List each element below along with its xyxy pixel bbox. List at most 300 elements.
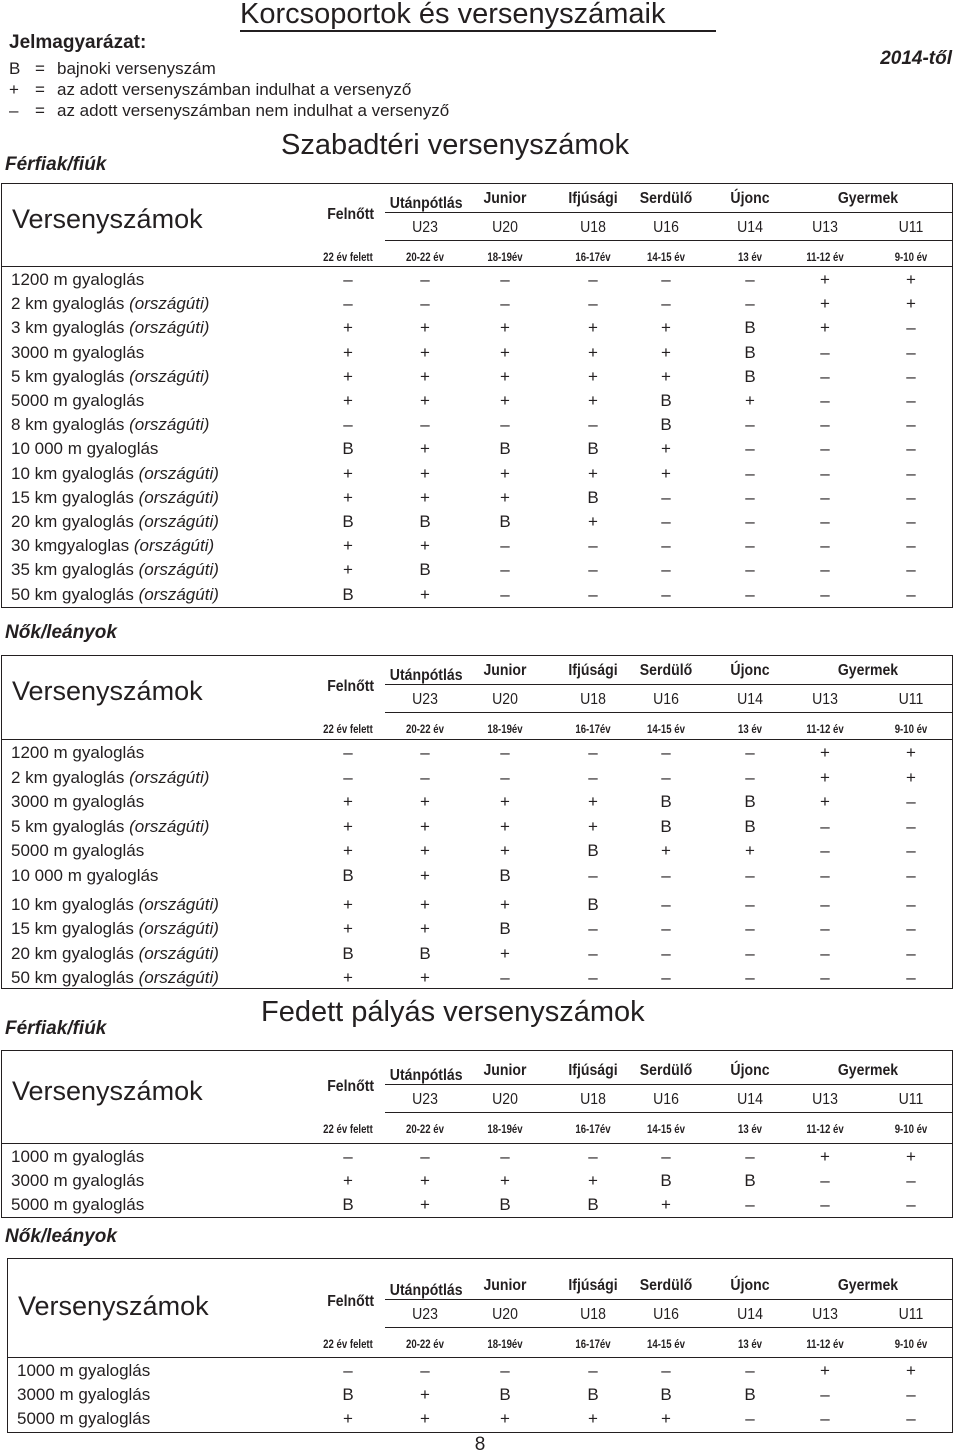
eligibility-cell: B [342,1385,354,1404]
eligibility-cell: – [588,270,598,289]
eligibility-cell: – [661,294,671,314]
event-name: 5000 m gyaloglás [11,1195,145,1214]
eligibility-cell: – [661,743,671,762]
eligibility-cell: – [820,866,830,885]
outdoor-section-title: Szabadtéri versenyszámok [281,129,630,161]
eligibility-cell: B [499,1195,511,1214]
eligibility-cell: – [820,560,830,580]
header-group-4: Újonc [730,1062,770,1079]
eligibility-cell: – [588,1147,598,1166]
event-name: 20 km gyaloglás (országúti) [11,512,219,531]
eligibility-cell: B [660,1171,672,1190]
eligibility-cell: – [820,1385,830,1404]
eligibility-cell: + [343,894,353,914]
eligibility-cell: + [745,841,755,861]
eligibility-cell: – [745,894,755,914]
table-row [2,1169,952,1193]
eligibility-cell: – [588,767,598,787]
eligibility-cell: – [420,1147,430,1166]
header-rule [385,212,952,213]
event-name: 3000 m gyaloglás [11,1171,145,1190]
eligibility-cell: + [343,463,353,483]
eligibility-cell: + [343,560,353,580]
eligibility-cell: – [745,270,755,289]
event-name: 30 kmgyaloglas (országúti) [11,536,215,556]
event-name: 2 km gyaloglás (országúti) [11,294,210,314]
header-age-2: 18-19év [487,722,523,736]
eligibility-cell: + [820,767,830,787]
eligibility-cell: – [745,1195,755,1214]
eligibility-cell: + [420,1171,430,1190]
header-felnott: Felnőtt [327,1078,375,1095]
eligibility-cell: + [820,792,830,812]
event-name: 5 km gyaloglás (országúti) [11,816,210,836]
eligibility-cell: + [420,816,430,836]
eligibility-cell: + [500,792,510,812]
header-age-4: 14-15 év [647,1122,685,1136]
table-row [8,1407,952,1431]
page-number: 8 [474,1434,486,1455]
eligibility-cell: + [906,294,916,314]
category-men-indoor: Férfiak/fiúk [5,1018,107,1039]
header-group-3: Serdülő [639,190,693,207]
eligibility-cell: B [342,512,354,531]
header-age-1: 20-22 év [406,722,444,736]
header-group-3: Serdülő [639,662,693,679]
eligibility-cell: – [661,968,671,988]
event-name: 10 000 m gyaloglás [11,439,159,459]
legend [9,58,449,121]
table-row [2,741,952,765]
table-row [2,292,952,316]
event-name: 10 km gyaloglás (országúti) [11,894,219,914]
eligibility-cell: B [342,439,354,459]
eligibility-cell: + [500,366,510,386]
eligibility-cell: – [906,318,916,338]
eligibility-cell: – [906,391,916,410]
eligibility-cell: – [343,415,353,435]
eligibility-cell: – [588,866,598,885]
eligibility-cell: + [343,391,353,410]
header-age-7: 9-10 év [894,1122,928,1136]
eligibility-cell: – [906,1385,916,1404]
eligibility-cell: – [661,584,671,604]
event-name: 2 km gyaloglás (országúti) [11,767,210,787]
eligibility-cell: + [420,342,430,362]
eligibility-cell: – [500,968,510,988]
header-rule [385,1084,952,1085]
eligibility-cell: – [745,439,755,459]
header-age-0: 22 év felett [323,1337,373,1351]
eligibility-cell: – [745,536,755,556]
eligibility-cell: B [744,816,756,836]
header-group-1: Junior [483,190,527,207]
eligibility-cell: – [343,1147,353,1166]
eligibility-cell: + [661,841,671,861]
table-row [2,966,952,990]
header-rule-3 [8,1357,952,1358]
eligibility-cell: – [906,792,916,812]
header-group-5: Gyermek [837,190,899,207]
eligibility-cell: – [906,1171,916,1190]
table-row [2,462,952,486]
eligibility-cell: B [587,1195,599,1214]
eligibility-cell: – [745,560,755,580]
eligibility-cell: + [500,943,510,963]
category-women-outdoor: Nők/leányok [5,622,117,643]
header-rule-3 [2,739,952,740]
eligibility-cell: + [906,1361,916,1380]
eligibility-cell: – [906,866,916,885]
eligibility-cell: – [820,366,830,386]
header-code-4: U14 [737,1091,763,1108]
indoor-women-table [7,1258,953,1433]
eligibility-cell: – [588,415,598,435]
eligibility-cell: – [906,512,916,531]
eligibility-cell: – [745,767,755,787]
eligibility-cell: – [588,560,598,580]
eligibility-cell: + [420,584,430,604]
header-age-3: 16-17év [575,250,611,264]
header-code-2: U18 [580,691,606,708]
eligibility-cell: – [661,270,671,289]
table-row [2,316,952,340]
eligibility-cell: + [343,342,353,362]
header-rule-3 [2,1143,952,1144]
eligibility-cell: + [420,318,430,338]
eligibility-cell: + [343,1171,353,1190]
eligibility-cell: + [420,841,430,861]
header-age-4: 14-15 év [647,250,685,264]
eligibility-cell: – [661,1147,671,1166]
header-felnott: Felnőtt [327,206,375,223]
header-group-2: Ifjúsági [568,190,618,207]
event-name: 1000 m gyaloglás [17,1361,151,1380]
eligibility-cell: + [500,391,510,410]
eligibility-cell: + [343,792,353,812]
eligibility-cell: + [661,1409,671,1428]
eligibility-cell: – [661,536,671,556]
eligibility-cell: + [820,1147,830,1166]
event-name: 20 km gyaloglás (országúti) [11,943,219,963]
eligibility-cell: + [500,1409,510,1428]
eligibility-cell: + [906,1147,916,1166]
eligibility-cell: + [588,366,598,386]
eligibility-cell: – [343,270,353,289]
eligibility-cell: – [500,1147,510,1166]
eligibility-cell: B [587,439,599,459]
event-name: 5000 m gyaloglás [11,841,145,861]
eligibility-cell: + [420,1409,430,1428]
header-rule-2 [385,1112,952,1113]
eligibility-cell: B [744,1171,756,1190]
header-code-3: U16 [653,1091,679,1108]
header-age-0: 22 év felett [323,722,373,736]
header-code-6: U11 [898,219,924,236]
header-age-6: 11-12 év [806,1337,844,1351]
eligibility-cell: – [820,415,830,435]
eligibility-cell: + [588,792,598,812]
header-age-6: 11-12 év [806,722,844,736]
eligibility-cell: – [820,968,830,988]
header-age-7: 9-10 év [894,250,928,264]
eligibility-cell: – [745,487,755,507]
table-row [2,534,952,558]
eligibility-cell: + [500,816,510,836]
eligibility-cell: + [420,487,430,507]
eligibility-cell: – [588,743,598,762]
event-name: 3000 m gyaloglás [11,792,145,812]
eligibility-cell: + [343,919,353,939]
eligibility-cell: – [420,294,430,314]
eligibility-cell: + [420,366,430,386]
page-title: Korcsoportok és versenyszámaik [240,0,666,30]
eligibility-cell: – [906,342,916,362]
table-row [2,893,952,917]
eligibility-cell: B [744,1385,756,1404]
header-code-2: U18 [580,1306,606,1323]
eligibility-cell: – [906,816,916,836]
eligibility-cell: – [661,512,671,531]
eligibility-cell: B [744,318,756,338]
header-rule-2 [385,1327,952,1328]
eligibility-cell: – [906,943,916,963]
event-name: 5000 m gyaloglás [11,391,145,410]
eligibility-cell: – [500,294,510,314]
table-row [2,389,952,413]
eligibility-cell: – [343,294,353,314]
eligibility-cell: B [342,584,354,604]
eligibility-cell: B [744,792,756,812]
header-group-1: Junior [483,662,527,679]
eligibility-cell: B [419,560,431,580]
eligibility-cell: + [820,294,830,314]
header-code-3: U16 [653,1306,679,1323]
table-row [2,365,952,389]
eligibility-cell: – [661,767,671,787]
header-code-4: U14 [737,691,763,708]
header-felnott: Felnőtt [327,1293,375,1310]
header-group-0: Utánpótlás [389,1067,463,1084]
event-name: 8 km gyaloglás (országúti) [11,415,210,435]
eligibility-cell: + [420,1385,430,1404]
category-men-outdoor: Férfiak/fiúk [5,154,107,175]
header-age-0: 22 év felett [323,250,373,264]
header-age-1: 20-22 év [406,1337,444,1351]
eligibility-cell: + [343,1409,353,1428]
eligibility-cell: – [588,536,598,556]
header-rule [385,684,952,685]
eligibility-cell: – [661,487,671,507]
eligibility-cell: – [906,439,916,459]
eligibility-cell: + [588,512,598,531]
table-row [8,1359,952,1383]
eligibility-cell: – [745,968,755,988]
header-code-1: U20 [492,1091,518,1108]
eligibility-cell: – [820,1409,830,1428]
table-row [2,437,952,461]
table-row [2,942,952,966]
table-row [2,558,952,582]
eligibility-cell: – [820,463,830,483]
eligibility-cell: + [588,391,598,410]
eligibility-cell: – [906,463,916,483]
header-age-7: 9-10 év [894,722,928,736]
event-name: 50 km gyaloglás (országúti) [11,968,219,988]
eligibility-cell: – [906,584,916,604]
eligibility-cell: B [587,841,599,861]
header-code-4: U14 [737,1306,763,1323]
eligibility-cell: – [906,1195,916,1214]
header-rule-2 [385,240,952,241]
eligibility-cell: B [587,487,599,507]
indoor-men-table [1,1050,953,1218]
eligibility-cell: – [820,1171,830,1190]
header-code-1: U20 [492,691,518,708]
eligibility-cell: B [499,919,511,939]
eligibility-cell: B [660,415,672,435]
eligibility-cell: – [906,1409,916,1428]
eligibility-cell: + [661,318,671,338]
eligibility-cell: – [820,1195,830,1214]
eligibility-cell: + [343,841,353,861]
category-women-indoor: Nők/leányok [5,1226,117,1247]
event-name: 1000 m gyaloglás [11,1147,145,1166]
table-row [2,413,952,437]
eligibility-cell: – [745,1147,755,1166]
header-code-6: U11 [898,691,924,708]
header-code-0: U23 [412,1306,438,1323]
eligibility-cell: – [745,584,755,604]
eligibility-cell: + [343,366,353,386]
eligibility-cell: – [820,841,830,861]
eligibility-cell: – [745,463,755,483]
header-age-2: 18-19év [487,1337,523,1351]
eligibility-cell: – [820,342,830,362]
header-felnott: Felnőtt [327,678,375,695]
header-group-4: Újonc [730,1277,770,1294]
eligibility-cell: – [820,512,830,531]
eligibility-cell: B [499,512,511,531]
table-row [2,815,952,839]
event-name: 35 km gyaloglás (országúti) [11,560,219,580]
eligibility-cell: B [342,1195,354,1214]
eligibility-cell: – [820,536,830,556]
eligibility-cell: B [499,1385,511,1404]
eligibility-cell: – [588,294,598,314]
title-underline [240,30,716,32]
eligibility-cell: + [588,816,598,836]
eligibility-cell: – [820,894,830,914]
table-row [2,1193,952,1217]
eligibility-cell: + [588,1171,598,1190]
eligibility-cell: – [500,415,510,435]
header-code-0: U23 [412,1091,438,1108]
event-name: 15 km gyaloglás (országúti) [11,487,219,507]
eligibility-cell: + [420,463,430,483]
eligibility-cell: – [661,894,671,914]
eligibility-cell: B [419,943,431,963]
eligibility-cell: + [420,866,430,885]
eligibility-cell: + [500,342,510,362]
header-group-3: Serdülő [639,1277,693,1294]
eligibility-cell: – [588,919,598,939]
event-name: 5000 m gyaloglás [17,1409,151,1428]
eligibility-cell: – [343,743,353,762]
event-name: 10 000 m gyaloglás [11,866,159,885]
event-name: 1200 m gyaloglás [11,743,145,762]
year-label: 2014-től [880,48,952,69]
eligibility-cell: – [420,415,430,435]
eligibility-cell: + [343,968,353,988]
event-name: 3000 m gyaloglás [17,1385,151,1404]
eligibility-cell: – [661,943,671,963]
indoor-section-title: Fedett pályás versenyszámok [261,996,645,1028]
header-code-4: U14 [737,219,763,236]
eligibility-cell: + [420,439,430,459]
table-row [2,766,952,790]
eligibility-cell: – [820,439,830,459]
events-header: Versenyszámok [12,1076,203,1106]
eligibility-cell: – [343,767,353,787]
event-name: 15 km gyaloglás (országúti) [11,919,219,939]
eligibility-cell: + [420,968,430,988]
eligibility-cell: – [420,743,430,762]
eligibility-cell: – [745,919,755,939]
header-code-5: U13 [812,219,838,236]
eligibility-cell: + [661,463,671,483]
eligibility-cell: + [343,487,353,507]
event-name: 5 km gyaloglás (országúti) [11,366,210,386]
eligibility-cell: – [906,894,916,914]
eligibility-cell: + [500,487,510,507]
eligibility-cell: – [588,1361,598,1380]
eligibility-cell: – [906,841,916,861]
eligibility-cell: B [744,342,756,362]
eligibility-cell: B [342,943,354,963]
header-age-1: 20-22 év [406,1122,444,1136]
header-group-2: Ifjúsági [568,1062,618,1079]
eligibility-cell: – [420,767,430,787]
header-group-5: Gyermek [837,1277,899,1294]
table-row [2,341,952,365]
header-age-2: 18-19év [487,1122,523,1136]
eligibility-cell: + [500,318,510,338]
header-group-0: Utánpótlás [389,667,463,684]
eligibility-cell: + [500,894,510,914]
header-group-5: Gyermek [837,1062,899,1079]
eligibility-cell: – [906,415,916,435]
legend-item-plus: + = az adott versenyszámban indulhat a versenyző [9,80,412,99]
eligibility-cell: + [500,841,510,861]
eligibility-cell: + [500,463,510,483]
eligibility-cell: – [906,919,916,939]
eligibility-cell: – [500,536,510,556]
header-group-0: Utánpótlás [389,195,463,212]
eligibility-cell: – [745,294,755,314]
eligibility-cell: – [906,536,916,556]
table-row [2,1145,952,1169]
eligibility-cell: – [745,866,755,885]
header-age-6: 11-12 év [806,250,844,264]
table-row [2,486,952,510]
eligibility-cell: – [420,270,430,289]
eligibility-cell: – [500,767,510,787]
header-rule-2 [385,712,952,713]
eligibility-cell: + [820,270,830,289]
eligibility-cell: + [588,1409,598,1428]
eligibility-cell: + [661,366,671,386]
